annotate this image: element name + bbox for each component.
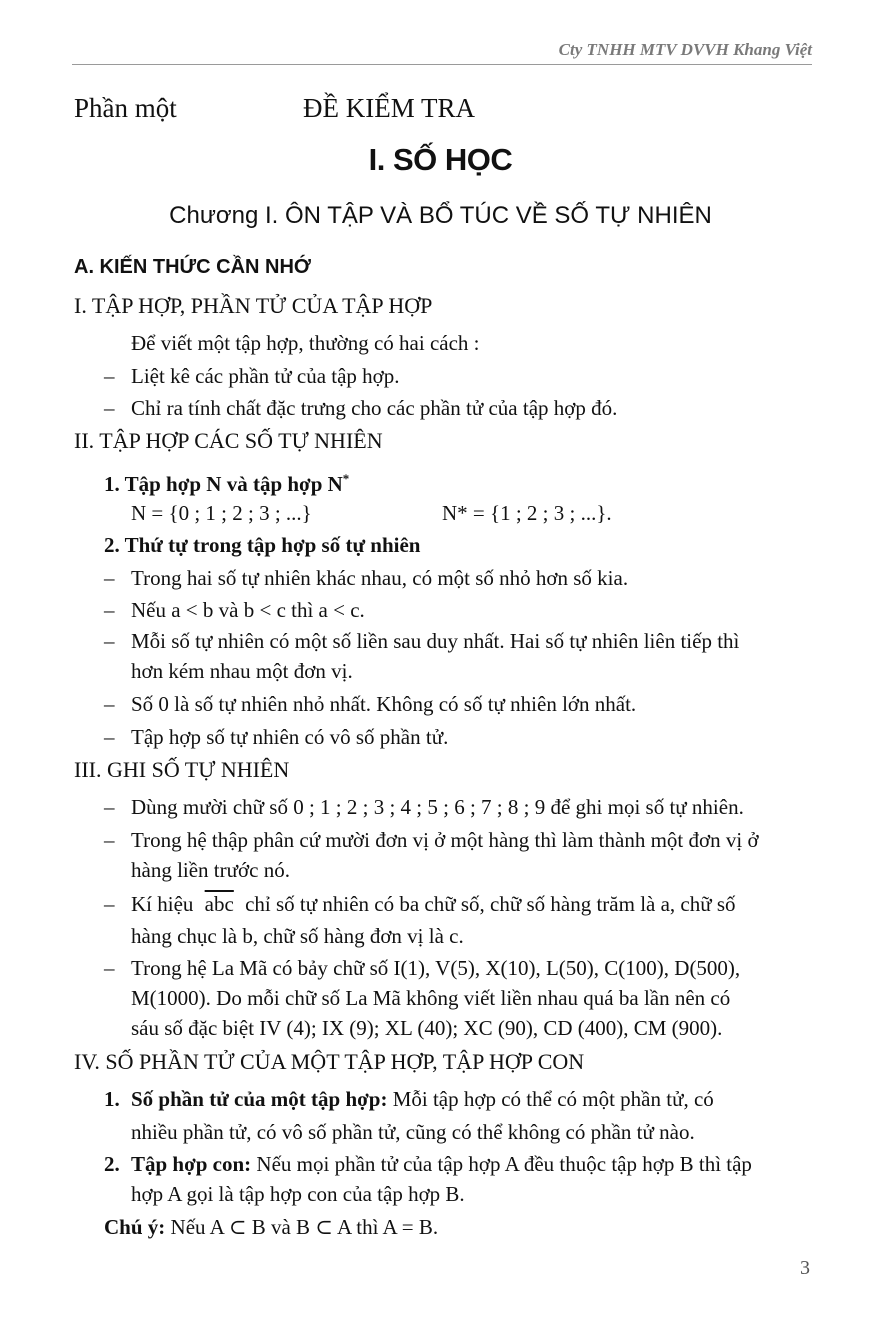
list-item-continued: hợp A gọi là tập hợp con của tập hợp B. [131, 1182, 465, 1206]
list-item: Liệt kê các phần tử của tập hợp. [131, 364, 400, 388]
list-item: Kí hiệu $\overline{abc}$ chỉ số tự nhiên có ba chữ số, chữ số hàng trăm là a, chữ số [131, 892, 736, 916]
section-heading: I. SỐ HỌC [368, 142, 513, 177]
subheading-n-sets: 1. Tập hợp N và tập hợp N* [104, 471, 350, 496]
sets-intro: Để viết một tập hợp, thường có hai cách : [131, 331, 480, 355]
heading-writing-numbers: III. GHI SỐ TỰ NHIÊN [74, 757, 290, 782]
bullet-dash: – [104, 725, 115, 749]
bullet-dash: – [104, 598, 115, 622]
heading-natural-numbers: II. TẬP HỢP CÁC SỐ TỰ NHIÊN [74, 428, 383, 453]
bullet-dash: – [104, 956, 115, 980]
bullet-dash: – [104, 892, 115, 916]
part-title: ĐỀ KIỂM TRA [303, 93, 475, 123]
set-n-star: N* = {1 ; 2 ; 3 ; ...}. [442, 501, 612, 525]
note: Chú ý: Nếu A ⊂ B và B ⊂ A thì A = B. [104, 1215, 439, 1239]
list-item: Trong hệ thập phân cứ mười đơn vị ở một hàng thì làm thành một đơn vị ở [131, 828, 759, 852]
list-item: Trong hệ La Mã có bảy chữ số I(1), V(5), X(10), L(50), C(100), D(500), [131, 956, 741, 980]
publisher-header: Cty TNHH MTV DVVH Khang Việt [558, 40, 812, 59]
item-number: 1. [104, 1087, 120, 1111]
list-item: Nếu a < b và b < c thì a < c. [131, 598, 365, 622]
section-a-heading: A. KIẾN THỨC CẦN NHỚ [74, 256, 311, 278]
list-item: Chỉ ra tính chất đặc trưng cho các phần tử của tập hợp đó. [131, 396, 618, 420]
bullet-dash: – [104, 828, 115, 852]
bullet-dash: – [104, 692, 115, 716]
bullet-dash: – [104, 364, 115, 388]
bullet-dash: – [104, 629, 115, 653]
page-number: 3 [800, 1257, 810, 1279]
list-item: Dùng mười chữ số 0 ; 1 ; 2 ; 3 ; 4 ; 5 ; 6 ; 7 ; 8 ; 9 để ghi mọi số tự nhiên. [131, 795, 744, 819]
abc-overline: $\overline{abc}$ [204, 892, 234, 916]
bullet-dash: – [104, 566, 115, 590]
list-item: Số 0 là số tự nhiên nhỏ nhất. Không có số tự nhiên lớn nhất. [131, 692, 637, 716]
part-label: Phần một [74, 93, 177, 123]
heading-subsets: IV. SỐ PHẦN TỬ CỦA MỘT TẬP HỢP, TẬP HỢP CON [74, 1049, 585, 1074]
list-item: Tập hợp số tự nhiên có vô số phần tử. [131, 725, 449, 749]
bullet-dash: – [104, 795, 115, 819]
bullet-dash: – [104, 396, 115, 420]
list-item-continued: hàng chục là b, chữ số hàng đơn vị là c. [131, 924, 464, 948]
chapter-title: Chương I. ÔN TẬP VÀ BỔ TÚC VỀ SỐ TỰ NHIÊN [169, 202, 712, 229]
heading-sets: I. TẬP HỢP, PHẦN TỬ CỦA TẬP HỢP [74, 293, 433, 318]
list-item-continued: sáu số đặc biệt IV (4); IX (9); XL (40); XC (90), CD (400), CM (900). [131, 1016, 723, 1040]
list-item: Số phần tử của một tập hợp: Mỗi tập hợp có thể có một phần tử, có [131, 1087, 714, 1111]
list-item: Mỗi số tự nhiên có một số liền sau duy nhất. Hai số tự nhiên liên tiếp thì [131, 629, 740, 653]
header-rule [72, 64, 812, 65]
list-item: Tập hợp con: Nếu mọi phần tử của tập hợp A đều thuộc tập hợp B thì tập [131, 1152, 752, 1176]
list-item-continued: hàng liền trước nó. [131, 858, 290, 882]
list-item-continued: nhiều phần tử, có vô số phần tử, cũng có thể không có phần tử nào. [131, 1120, 695, 1144]
subheading-order: 2. Thứ tự trong tập hợp số tự nhiên [104, 533, 421, 557]
list-item: Trong hai số tự nhiên khác nhau, có một số nhỏ hơn số kia. [131, 566, 629, 590]
set-n: N = {0 ; 1 ; 2 ; 3 ; ...} [131, 501, 312, 525]
list-item-continued: hơn kém nhau một đơn vị. [131, 659, 353, 683]
list-item-continued: M(1000). Do mỗi chữ số La Mã không viết liền nhau quá ba lần nên có [131, 986, 731, 1010]
item-number: 2. [104, 1152, 120, 1176]
